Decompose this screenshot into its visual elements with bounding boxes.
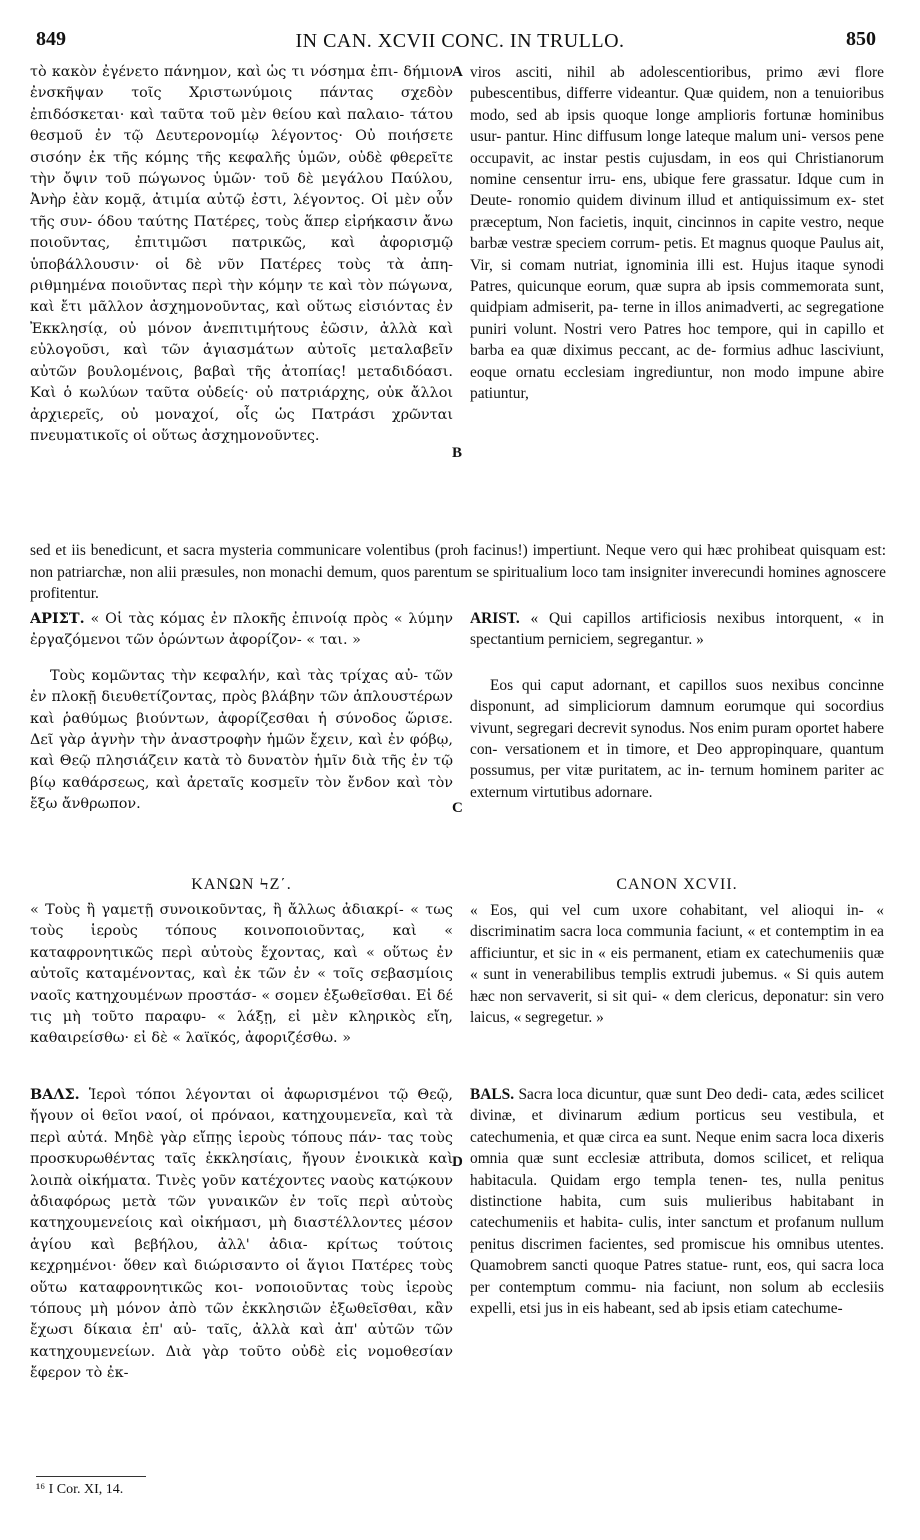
balsamon-latin-column xyxy=(470,1084,884,1454)
balsamon-latin-label: BALS. xyxy=(470,1086,515,1103)
balsamon-latin-text: Sacra loca dicuntur, quæ sunt Deo dedi- cata, ædes scilicet divinæ, et divinarum ædium porticus seu vestibula, et catechumenia, et quæ circa ea sunt. Neque enim sacra loca dixeris omnia quæ sunt ecclesiæ attributa, domos scilicet, et reliqua habitacula. Quidam ergo templa tenen- tes, nulla penitus distinctione habita, cum suis mulieribus habitabant in catechumeniis et habita- culis, inter sanctum et profanum nullum penitus discrimen facientes, sed promiscue his omnibus utentes. Quamobrem sancti quoque Patres statue- runt, eos, qui sacra loca per contemptum commu- nia faciunt, non solum ab ecclesiis expelli, etsi jus in eis habeant, sed ab ipsis etiam catechume- xyxy=(470,1086,884,1318)
aristenus-latin xyxy=(470,608,884,868)
aristenus-greek-text: « Οἱ τὰς κόμας ἐν πλοκῆς ἐπινοίᾳ πρὸς « λύμην ἐργαζόμενοι τῶν ὁρώντων ἀφορίζον- « ται. » xyxy=(30,611,453,649)
page-number-right: 850 xyxy=(846,28,876,50)
footnote-rule xyxy=(36,1476,146,1477)
aristenus-greek-commentary: Τοὺς κομῶντας τὴν κεφαλήν, καὶ τὰς τρίχας αὐ- τῶν ἐν πλοκῇ διευθετίζοντας, πρὸς βλάβην τῶν ἁπλουστέρων καὶ ῥαθύμως βιούντων, ἀφορίζεσθαι ἡ σύνοδος ὥρισε. Δεῖ γὰρ ἁγνὴν τὴν ἀναστροφὴν ἡμῶν ἔχειν, καὶ ἐν φόβῳ, καὶ Θεῷ πλησιάζειν κατὰ τὸ δυνατὸν ἡμῖν διὰ τῆς ἐν τῷ βίῳ καθάρσεως, καὶ ἀρεταῖς κοσμεῖν τὸν ἔνδον καὶ τὸν ἔξω ἄνθρωπον. xyxy=(30,667,453,813)
canon-greek-title: ΚΑΝΩΝ ϞΖ΄. xyxy=(191,876,292,893)
margin-letter-d: D xyxy=(452,1154,463,1170)
aristenus-latin-label: ARIST. xyxy=(470,610,520,627)
footnote: ¹⁶ I Cor. XI, 14. xyxy=(36,1482,124,1497)
balsamon-greek-column xyxy=(30,1084,453,1454)
canon-greek-column xyxy=(30,900,453,1080)
running-title: IN CAN. XCVII CONC. IN TRULLO. xyxy=(295,30,625,52)
margin-letter-b: B xyxy=(452,445,463,461)
latin-column-top xyxy=(470,62,884,540)
latin-text-top: viros asciti, nihil ab adolescentioribus, primo ævi flore pubescentibus, differre videantur. Quæ quidem, non a tenuioribus modo, sed ab ipsis quoque longe amplioris fortunæ hominibus usur- pantur. Hinc diffusum longe lateque malum uni- versos pene occupavit, ac instar pestis cujusdam, in eos qui Christianorum nomine censentur irru- ens, ubique fere grassatur. Idque cum in Deute- ronomio quidem divinum illud et antiquissimum ex- stet præceptum, Non facietis, inquit, cincinnos in capite vestro, neque barbæ vestræ speciem corrum- petis. Et magnus quoque Paulus ait, Vir, si comam nutriat, ignominia illi est. Hujus itaque synodi Patres, quicunque eorum, quæ supra ab ipsis commemorata sunt, quidpiam admiserit, pa- terne in illos animadverti, ac segregatione puniri volunt. Nostri vero Patres hoc tempore, qui in capillo et barba ea quæ diximus peccant, ac de- formius adhuc lasciviunt, eoque ornatu ecclesiam ingrediuntur, non modo impune abire patiuntur, xyxy=(470,64,884,403)
aristenus-latin-summary xyxy=(470,608,884,651)
margin-letter-a: A xyxy=(452,64,463,80)
aristenus-latin-commentary: Eos qui caput adornant, et capillos suos nexibus concinne disponunt, ad simpliciorum damnum eorumque qui socordius vivunt, segregari decrevit synodus. Nos enim puram oportet habere con- versationem et in timore, et Deo appropinquare, quantum possumus, per vitæ puritatem, ac in- ternum hominem pariter ac externum virtutibus adornare. xyxy=(470,676,884,801)
latin-full-width xyxy=(30,540,886,608)
canon-latin-text: « Eos, qui vel cum uxore cohabitant, vel alioqui in- « discriminatim sacra loca communia faciunt, « et contemptim in ea afficiuntur, et sic in « eis permanent, etiam ex catechumeniis quæ « sunt in venerabilibus templis extrudi jubemus. « Si quis autem hæc non servaverit, si sit qui- « dem clericus, deponatur: sin vero laicus, « segregetur. » xyxy=(470,902,884,1027)
balsamon-greek-label: ΒΑΛΣ. xyxy=(30,1086,80,1103)
canon-latin-column xyxy=(470,900,884,1080)
balsamon-greek-text: Ἱεροὶ τόποι λέγονται οἱ ἀφωρισμένοι τῷ Θεῷ, ἤγουν οἱ θεῖοι ναοί, οἱ πρόναοι, κατηχουμενεῖα, καὶ τὰ περὶ αὐτά. Μηδὲ γὰρ εἴπῃς ἱεροὺς τόπους πάν- τας τοὺς προσκυρωθέντας ταῖς ἐκκλησίαις, ἤγουν ἐνοικικὰ καὶ λοιπὰ οἰκήματα. Τινὲς γοῦν κατέχοντες ναοὺς κατῴκουν ἀδιαφόρως μετὰ τῶν γυναικῶν ἐν τοῖς περὶ αὐτοὺς κατηχουμενείοις καὶ οἰκήμασι, μὴ διαστέλλοντες μέσον ἁγίου καὶ βεβήλου, ἀλλ' ἀδια- κρίτως τούτοις κεχρημένοι· ὅθεν καὶ διώρισαντο οἱ ἅγιοι Πατέρες τοὺς οὕτω καταφρονητικῶς κοι- νοποιοῦντας τοὺς ἱεροὺς τόπους μὴ μόνον ἀπὸ τῶν ἐκκλησιῶν ἐξωθεῖσθαι, κἂν ἔχωσι δίκαια ἐπ' αὐ- ταῖς, ἀλλὰ καὶ ἀπ' αὐτῶν τῶν κατηχουμενείων. Διὰ γὰρ τοῦτο οὐδὲ εἰς νομοθεσίαν ἔφερον τὸ ἐκ- xyxy=(30,1087,453,1382)
page-header xyxy=(36,28,884,54)
aristenus-latin-text: « Qui capillos artificiosis nexibus intorquent, « in spectantium perniciem, segregantur. » xyxy=(470,610,884,649)
aristenus-greek xyxy=(30,608,453,868)
page-number-left: 849 xyxy=(36,28,66,50)
canon-latin-title: CANON XCVII. xyxy=(616,876,738,893)
greek-column-top xyxy=(30,62,453,532)
aristenus-greek-summary xyxy=(30,608,453,652)
canon-greek-text: « Τοὺς ἢ γαμετῇ συνοικοῦντας, ἢ ἄλλως ἀδιακρί- « τως τοὺς ἱεροὺς τόπους κοινοποιοῦντας, καὶ « καταφρονητικῶς περὶ αὐτοὺς ἔχοντας, καὶ « οὕτως ἐν αὐτοῖς καταμένοντας, καὶ ἐκ τῶν ἐν « τοῖς σεβασμίοις ναοῖς κατηχουμένων προστάσ- « σομεν ἐξωθεῖσθαι. Εἰ δέ τις μὴ τοῦτο παραφυ- « λάξῃ, εἰ μὲν κληρικὸς εἴη, καθαιρείσθω· εἰ δὲ « λαϊκός, ἀφοριζέσθω. » xyxy=(30,902,453,1047)
greek-text-top: τὸ κακὸν ἐγένετο πάνημον, καὶ ὡς τι νόσημα ἐπι- δήμιον ἐνσκῆψαν τοῖς Χριστωνύμοις πάντας σχεδὸν ἐπιδόσκεται· καὶ ταῦτα τοῦ μὲν θείου καὶ παλαιο- τάτου θεσμοῦ ἐν τῷ Δευτερονομίῳ λέγοντος· Οὐ ποιήσετε σισόην ἐκ τῆς κόμης τῆς κεφαλῆς ὑμῶν, οὐδὲ φθερεῖτε τὴν ὄψιν τοῦ πώγωνος ὑμῶν· τοῦ δὲ μεγάλου Παύλου, Ἀνὴρ ἐὰν κομᾷ, ἀτιμία αὐτῷ ἐστι, λέγοντος. Οἱ μὲν οὖν τῆς συν- όδου ταύτης Πατέρες, τοὺς ἅπερ εἰρήκασιν ἄνω ποιοῦντας, ἐπιτιμῶσι πατρικῶς, καὶ ἀφορισμῷ ὑποβάλλουσιν· οἱ δὲ νῦν Πατέρες τοὺς τὰ ἀπη- ριθμημένα ποιοῦντας περὶ τὴν κόμην τε καὶ τὸν πώγωνα, καὶ ἔτι μᾶλλον ἀσχημονοῦντας, καὶ οὕτως εἰσιόντας ἐν Ἐκκλησίᾳ, οὐ μόνον ἀνεπιτιμήτους ἐῶσιν, ἀλλὰ καὶ εὐλογοῦσι, καὶ τῶν ἁγιασμάτων αὐτοῖς μεταλαβεῖν αὐτῶν βουλομένοις, βαβαὶ τῆς ἀτοπίας! μεταδιδόασι. Καὶ ὁ κωλύων ταῦτα οὐδείς· οὐ πατριάρχης, οὐκ ἄλλοι ἀρχιερεῖς, οὐ μοναχοί, οἷς ὡς Πατράσι χρῶνται πνευματικοῖς οἱ οὕτως ἀσχημονοῦντες. xyxy=(30,64,453,444)
aristenus-greek-label: ΑΡΙΣΤ. xyxy=(30,610,85,627)
latin-full-text: sed et iis benedicunt, et sacra mysteria communicare volentibus (proh facinus!) impertiunt. Neque vero qui hæc prohibeat quisquam est: non patriarchæ, non alii præsules, non monachi demum, quos parentum se spiritualium loco tam insigniter inverecundi homines agnoscere profitentur. xyxy=(30,542,886,602)
margin-letter-c: C xyxy=(452,800,463,816)
